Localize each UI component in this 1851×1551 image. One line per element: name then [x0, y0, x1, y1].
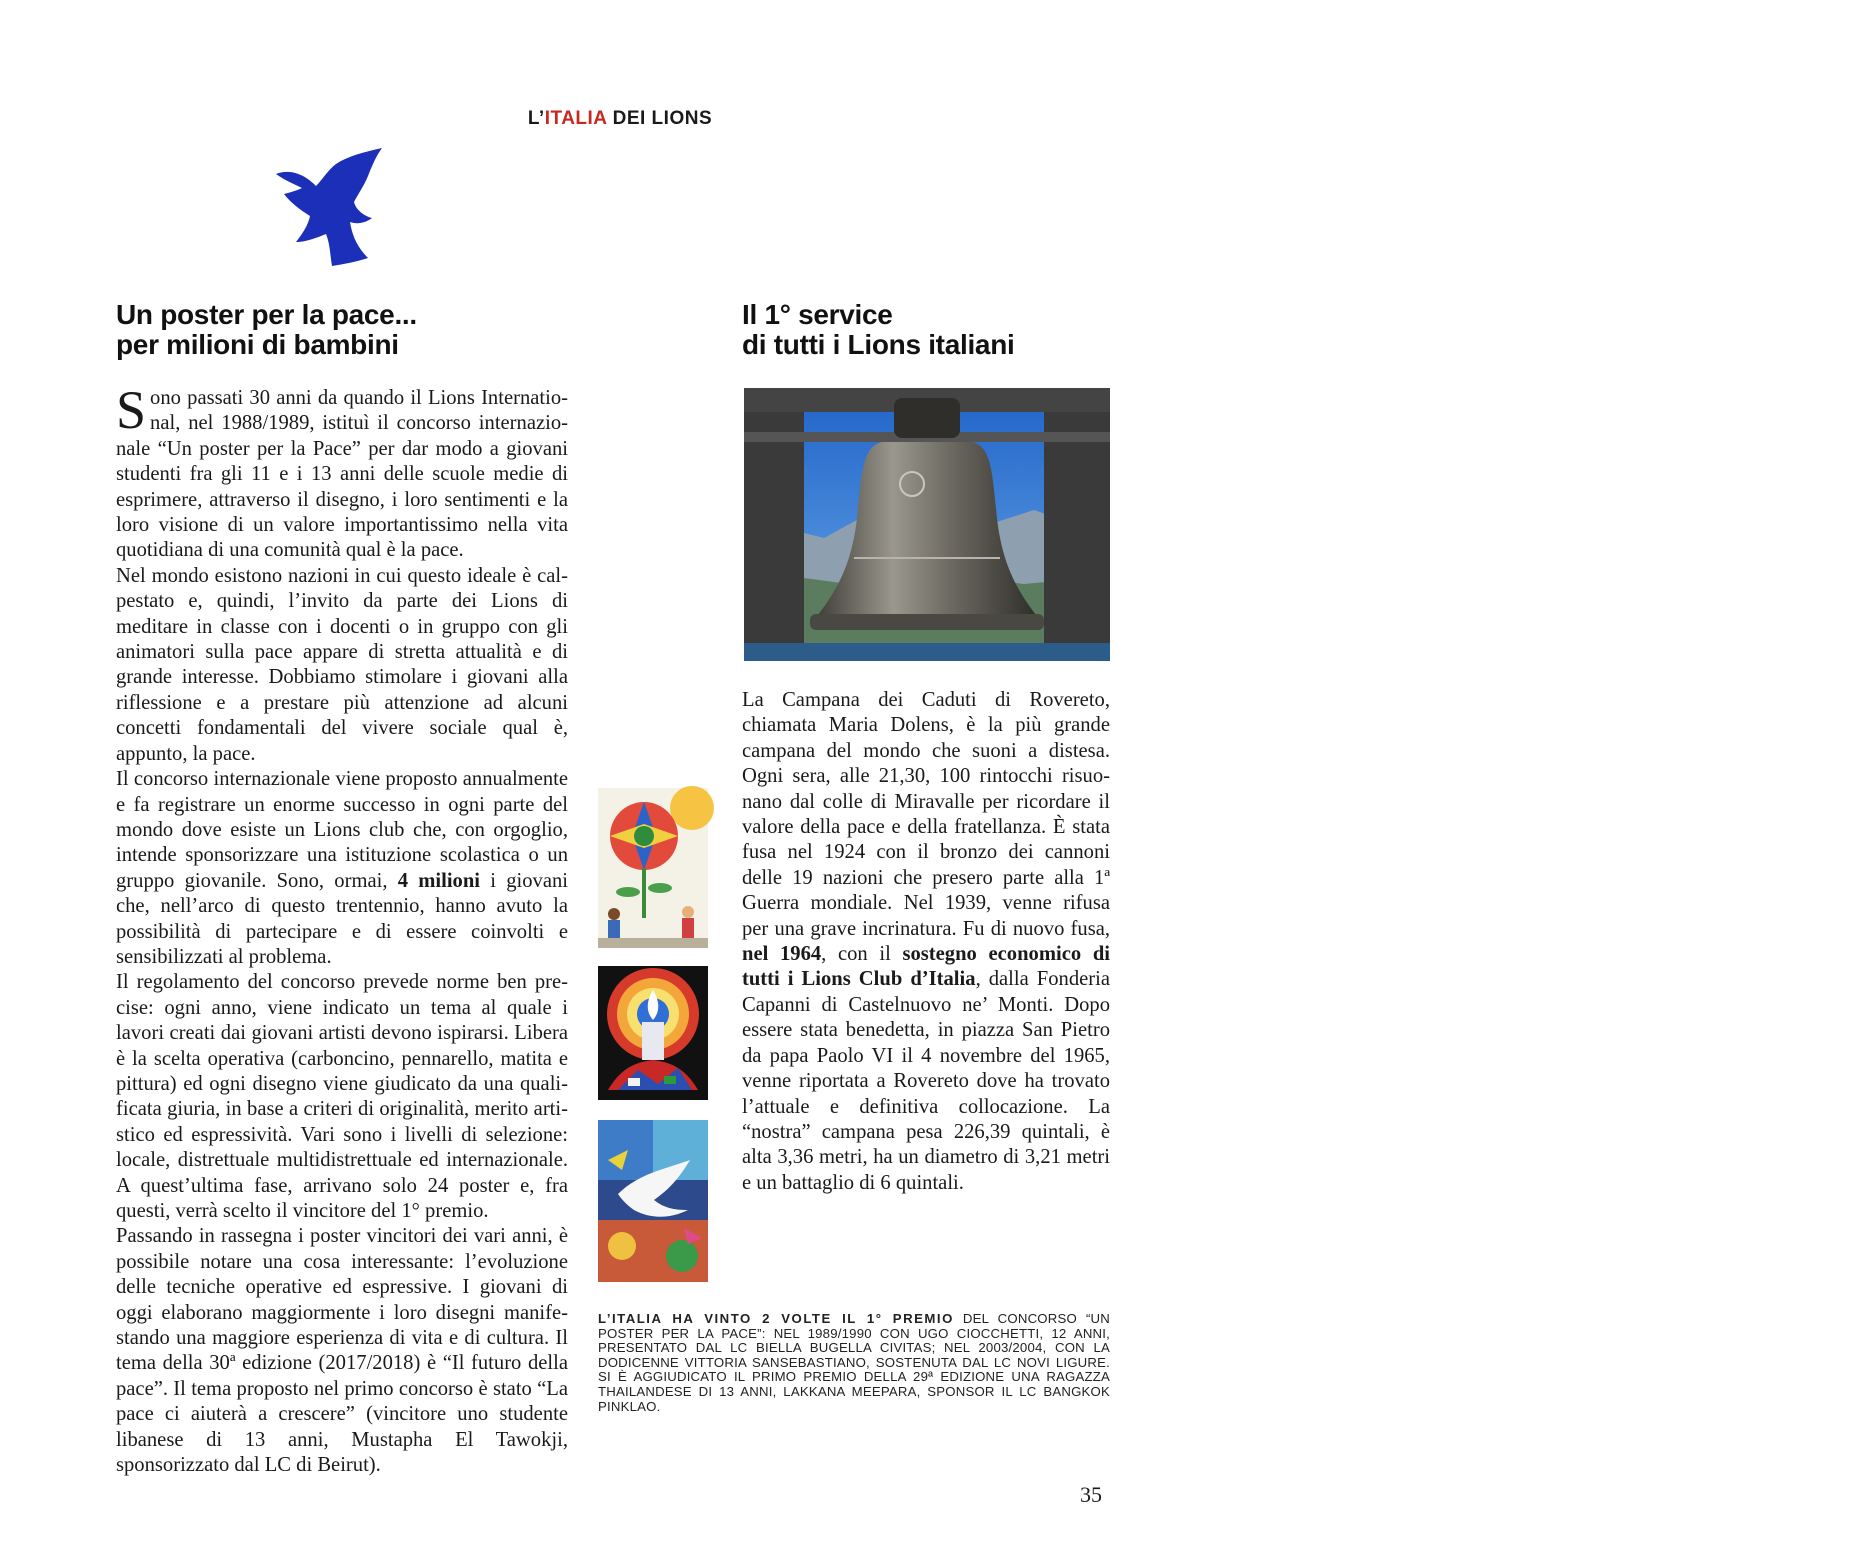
header-highlight: ITALIA — [544, 108, 607, 129]
paragraph-2: Nel mondo esistono nazioni in cui questo ideale è calpestato e, quindi, l’invito da parte dei Lions di meditare in classe con i docenti o in gruppo con gli animatori sulla pace appare di stretta attualità e di grande interesse. Dobbiamo stimolare i giovani alla riflessione e a prestare più attenzione ad alcuni concetti fondamentali del vivere sociale qual è, appunto, la pace. — [116, 564, 568, 765]
right-bold-2: sostegno economico di tutti i Lions Club d’Italia — [742, 943, 1110, 991]
left-headline — [116, 300, 576, 360]
collage-poster-illustration — [598, 1120, 708, 1282]
poster-caption — [598, 1312, 1110, 1414]
right-text-a: La Campana dei Caduti di Rovereto, chiamata Maria Dolens, è la più grande campana del mondo che suoni a distesa. Ogni sera, alle 21,30, 100 rintocchi risuonano dal colle di Miravalle per ricordare il valore della pace e della fratellanza. È stata fusa nel 1924 con il bronzo dei cannoni delle 19 nazioni che presero parte alla 1ª Guerra mondiale. Nel 1939, venne rifusa per una grave incrinatura. Fu di nuovo fusa, — [742, 689, 1110, 940]
poster-image-flower — [598, 788, 708, 948]
right-headline — [742, 300, 1142, 360]
photo-credit: © Sandro & Crestics — [1844, 944, 1851, 1008]
right-text-b: , con il — [821, 943, 903, 966]
paragraph-3 — [116, 767, 568, 970]
dove-icon — [272, 146, 390, 270]
paragraph-3-bold: 4 milioni — [397, 869, 481, 892]
poster-image-candle — [598, 966, 708, 1100]
drop-cap: S — [116, 380, 147, 440]
bell-illustration — [744, 388, 1110, 661]
header-prefix: L’ — [527, 108, 545, 129]
header-suffix: DEI LIONS — [606, 108, 713, 129]
right-article-body — [742, 688, 1110, 1196]
paragraph-1-text: ono passati 30 anni da quando il Lions International, nel 1988/1989, istituì il concorso internazionale “Un poster per la Pace” per dar modo a giovani studenti fra gli 11 e i 13 anni delle scuole medie di esprimere, attraverso il disegno, i loro sentimenti e la loro visione di un valore importantissimo nella vita quotidiana di una comunità qual è la pace. — [116, 387, 568, 562]
paragraph-5: Passando in rassegna i poster vincitori dei vari anni, è possibile notare una cosa interessante: l’evoluzione delle tecniche operative ed espressive. I giovani di oggi elaborano maggiormente i loro disegni manifestando una maggiore esperienza di vita e di cultura. Il tema della 30ª edizione (2017/2018) è “Il futuro della pace”. Il tema proposto nel primo concorso è stato “La pace ci aiuterà a crescere” (vincitore uno studente libanese di 13 anni, Mustapha El Tawokji, sponsorizzato dal LC di Beirut). — [116, 1225, 568, 1477]
right-text-c: , dalla Fonderia Capanni di Castelnuovo ne’ Monti. Dopo essere stata benedetta, in piazza San Pietro da papa Paolo VI il 4 novembre del 1965, venne riportata a Rovereto dove ha trovato l’attuale e definitiva collocazione. La “nostra” campana pesa 226,39 quintali, è alta 3,36 metri, ha un diametro di 3,21 metri e un battaglio di 6 quintali. — [742, 968, 1111, 1194]
paragraph-3-text-b: i giovani che, nell’arco di questo trentennio, hanno avuto la possibilità di partecipare e di essere coinvolti e sensibilizzati al problema. — [116, 869, 568, 968]
left-article-body — [116, 380, 568, 1478]
section-header — [480, 108, 760, 130]
page-number: 35 — [1080, 1482, 1102, 1507]
right-bold-1: nel 1964 — [742, 943, 822, 966]
left-headline-line2: per milioni di bambini — [116, 329, 399, 360]
candle-poster-illustration — [598, 966, 708, 1100]
right-headline-line2: di tutti i Lions italiani — [742, 329, 1015, 360]
paragraph-3-text-a: Il concorso internazionale viene proposto annualmente e fa registrare un enorme successo in ogni parte del mondo dove esiste un Lions club che, con orgoglio, intende sponsorizzare una istituzione scolastica o un gruppo giovanile. Sono, ormai, — [116, 768, 568, 892]
caption-bold: L’ITALIA HA VINTO 2 VOLTE IL 1° PREMIO — [598, 1311, 954, 1326]
flower-poster-illustration — [598, 788, 708, 948]
left-headline-line1: Un poster per la pace... — [116, 299, 417, 330]
right-headline-line1: Il 1° service — [742, 299, 893, 330]
paragraph-4: Il regolamento del concorso prevede norme ben precise: ogni anno, viene indicato un tema al quale i lavori creati dai giovani artisti devono ispirarsi. Libera è la scelta operativa (carboncino, pennarello, matita e pittura) ed ogni disegno viene giudicato da una qualificata giuria, in base a criteri di originalità, merito artistico ed espressività. Vari sono i livelli di selezione: locale, distrettuale multidistrettuale ed internazionale. A quest’ultima fase, arrivano solo 24 poster e, fra questi, verrà scelto il vincitore del 1° premio. — [116, 971, 568, 1222]
caption-text: DEL CONCORSO “UN POSTER PER LA PACE”: NEL 1989/1990 CON UGO CIOCCHETTI, 12 ANNI, PRESENTATO DAL LC BIELLA BUGELLA CIVITAS; NEL 2003/2004, CON LA DODICENNE VITTORIA SANSEBASTIANO, SOSTENUTA DAL LC NOVI LIGURE. SI È AGGIUDICATO IL PRIMO PREMIO DELLA 29ª EDIZIONE UNA RAGAZZA THAILANDESE DI 13 ANNI, LAKKANA MEEPARA, SPONSOR IL LC BANGKOK PINKLAO. — [598, 1311, 1110, 1414]
poster-image-dove-collage — [598, 1120, 708, 1282]
paragraph-1 — [116, 380, 568, 564]
